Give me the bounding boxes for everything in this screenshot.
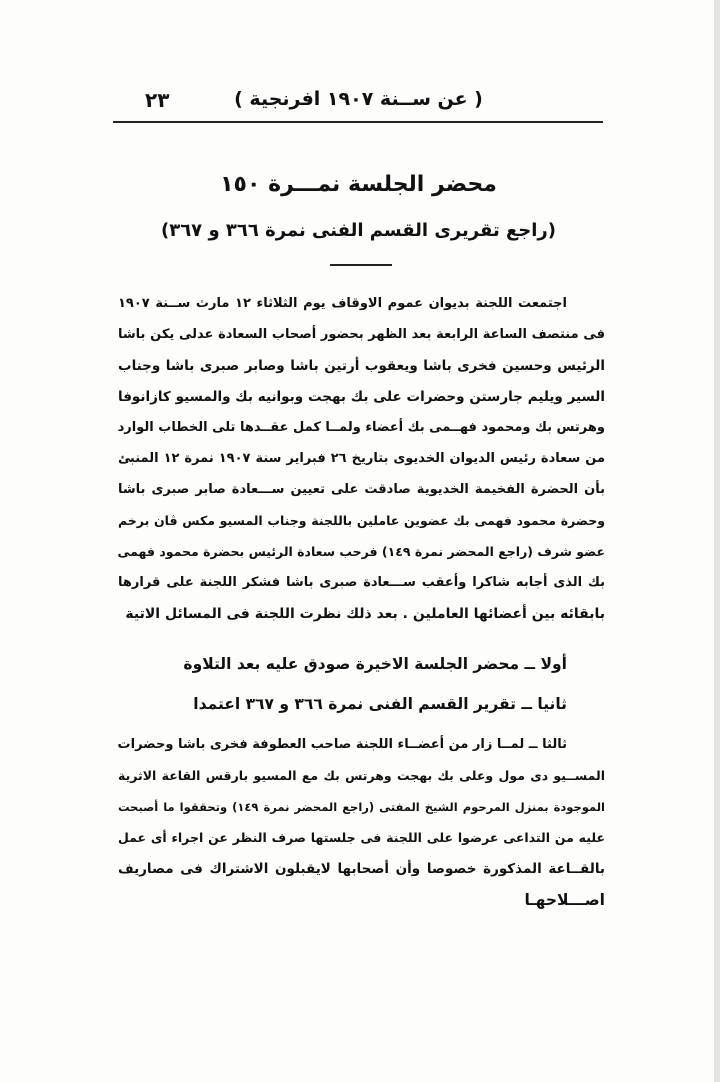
item-second: ثانيا ــ تقرير القسم الفنى نمرة ٣٦٦ و ٣٦٧ اعتمدا [193,695,567,713]
body-line: وحضرة محمود فهمى بك عضوين عاملين باللجنة وجناب المسيو مكس ڤان برخم [118,513,605,528]
header-rule [113,121,603,123]
page-edge [714,0,720,1082]
item-third-line: اصـــلاحهـا [524,891,605,909]
session-title: محضر الجلسة نمـــرة ١٥٠ [220,172,497,197]
item-third-line: المســيو دى مول وعلى بك بهجت وهرتس بك مع المسيو بارقس القاعة الاثرية [118,768,605,783]
body-line: اجتمعت اللجنة بديوان عموم الاوقاف يوم الثلاثاء ١٢ مارث ســنة ١٩٠٧ [118,296,568,311]
running-header [115,88,602,118]
body-line: بأن الحضرة الفخيمة الخديوية صادقت على تعيين ســـعادة صابر صبرى باشا [118,482,605,497]
body-line: فى منتصف الساعة الرابعة بعد الظهر بحضور أصحاب السعادة عدلى يكن باشا [118,327,605,342]
item-third-line: بالقــاعة المذكورة خصوصا وأن أصحابها لايقبلون الاشتراك فى مصاريف [118,861,605,877]
item-first: أولا ــ محضر الجلسة الاخيرة صودق عليه بعد التلاوة [183,655,567,673]
body-line: عضو شرف (راجع المحضر نمرة ١٤٩) فرحب سعادة الرئيس بحضرة محمود فهمى [117,544,605,559]
body-line: بابقائه بين أعضائها العاملين . بعد ذلك نظرت اللجنة فى المسائل الاتية [125,606,605,622]
body-line: من سعادة رئيس الديوان الخديوى بتاريخ ٢٦ فبراير سنة ١٩٠٧ نمرة ١٢ المنبئ [118,451,605,466]
item-third-line: عليه من التداعى عرضوا على اللجنة فى جلستها صرف النظر عن اجراء أى عمل [118,830,605,845]
body-line: الرئيس وحسين فخرى باشا ويعقوب أرتين باشا وصابر صبرى باشا وجناب [118,358,605,374]
running-title: ( عن ســنة ١٩٠٧ افرنجية ) [234,88,483,110]
item-third-line: ثالثا ــ لمــا زار من أعضــاء اللجنة صاحب العطوفة فخرى باشا وحضرات [117,737,567,752]
body-line: السير ويليم جارستن وحضرات على بك بهجت وبوانيه بك والمسيو كازانوفا [118,389,605,405]
item-third-line: الموجودة بمنزل المرحوم الشيخ المفتى (راجع المحضر نمرة ١٤٩) وتحققوا ما أصبحت [118,800,605,814]
body-line: بك الذى أجابه شاكرا وأعقب ســـعادة صبرى باشا فشكر اللجنة على قرارها [118,575,605,590]
page-number: ٢٣ [145,88,170,112]
body-line: وهرتس بك ومحمود فهــمى بك أعضاء ولمــا كمل عقــدها تلى الخطاب الوارد [117,420,605,435]
session-subtitle: (راجع تقريرى القسم الفنى نمرة ٣٦٦ و ٣٦٧) [160,220,557,241]
title-divider [330,264,392,266]
